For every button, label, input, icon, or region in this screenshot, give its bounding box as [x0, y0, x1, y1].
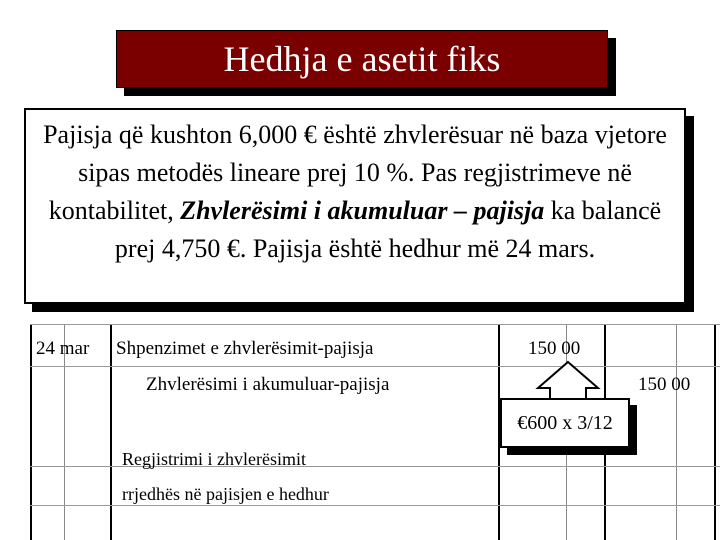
- grid-line: [30, 366, 720, 367]
- grid-line: [110, 324, 112, 540]
- debit-account: Shpenzimet e zhvlerësimit-pajisja: [116, 338, 374, 359]
- slide-title: Hedhja e asetit fiks: [116, 30, 608, 88]
- callout-arrow-icon: [528, 360, 608, 402]
- grid-line: [30, 324, 32, 540]
- calculation-callout: €600 x 3/12: [500, 398, 630, 448]
- explanation-line-2: rrjedhës në pajisjen e hedhur: [122, 484, 329, 504]
- explanation-line-1: Regjistrimi i zhvlerësimit: [122, 449, 306, 469]
- debit-amount: 150 00: [528, 338, 581, 359]
- credit-amount: 150 00: [638, 374, 691, 395]
- description-bold-account: Zhvlerësimi i akumuluar – pajisja: [180, 196, 545, 225]
- description-text-1: Pajisja që kushton 6,000 € është zhvlerësuar në baza vjetore sipas metodës lineare prej 10 %. Pas regjistrimeve në kontabilitet,: [43, 120, 667, 225]
- grid-line: [676, 324, 677, 540]
- entry-date: 24 mar: [36, 338, 90, 359]
- description-box: [24, 108, 686, 304]
- grid-line: [30, 324, 720, 325]
- description-text-2: ka balancë prej 4,750 €. Pajisja është hedhur më 24 mars.: [114, 196, 662, 263]
- credit-account: Zhvlerësimi i akumuluar-pajisja: [146, 374, 390, 395]
- grid-line: [714, 324, 716, 540]
- grid-line: [30, 505, 720, 506]
